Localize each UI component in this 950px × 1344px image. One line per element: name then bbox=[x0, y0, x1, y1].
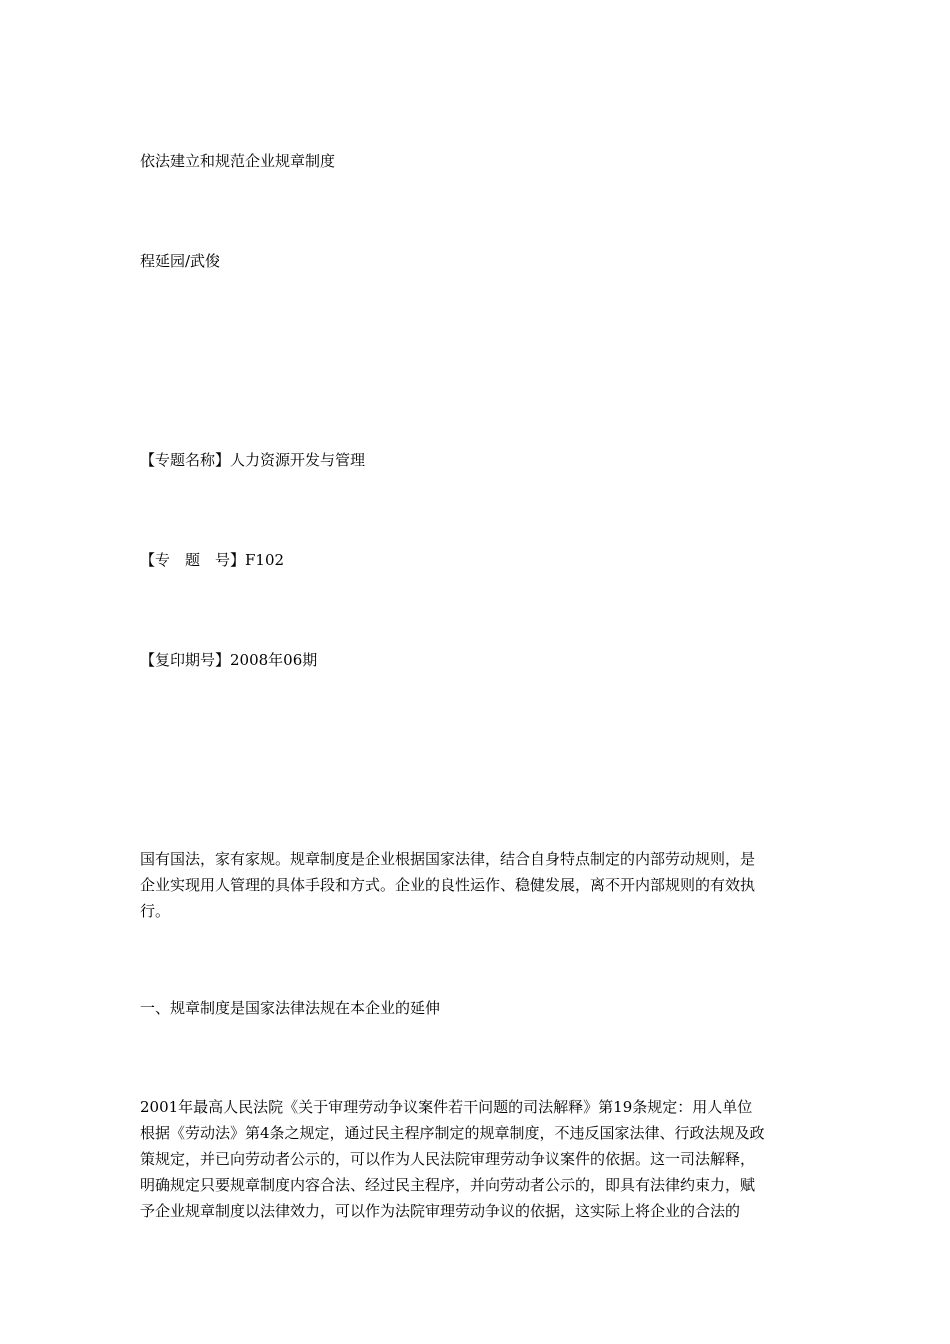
meta-topic-number: 【专 题 号】F102 bbox=[140, 551, 285, 569]
document-authors: 程延园/武俊 bbox=[140, 252, 221, 270]
intro-line: 国有国法，家有家规。规章制度是企业根据国家法律，结合自身特点制定的内部劳动规则，是 bbox=[140, 850, 756, 868]
intro-line: 企业实现用人管理的具体手段和方式。企业的良性运作、稳健发展，离不开内部规则的有效执 bbox=[140, 876, 756, 894]
section1-line: 策规定，并已向劳动者公示的，可以作为人民法院审理劳动争议案件的依据。这一司法解释， bbox=[140, 1150, 756, 1168]
section1-line: 根据《劳动法》第4条之规定，通过民主程序制定的规章制度，不违反国家法律、行政法规及政 bbox=[140, 1124, 765, 1142]
intro-paragraph bbox=[140, 846, 812, 924]
meta-reprint-issue: 【复印期号】2008年06期 bbox=[140, 651, 318, 669]
section1-paragraph bbox=[140, 1094, 812, 1224]
document-title: 依法建立和规范企业规章制度 bbox=[140, 152, 336, 170]
section-heading: 一、规章制度是国家法律法规在本企业的延伸 bbox=[140, 999, 441, 1017]
section1-line: 2001年最高人民法院《关于审理劳动争议案件若干问题的司法解释》第19条规定：用人单位 bbox=[140, 1098, 753, 1116]
section1-line: 明确规定只要规章制度内容合法、经过民主程序，并向劳动者公示的，即具有法律约束力，赋 bbox=[140, 1176, 756, 1194]
meta-topic-name: 【专题名称】人力资源开发与管理 bbox=[140, 451, 366, 469]
intro-line: 行。 bbox=[140, 902, 171, 920]
section1-line: 予企业规章制度以法律效力，可以作为法院审理劳动争议的依据，这实际上将企业的合法的 bbox=[140, 1202, 741, 1220]
